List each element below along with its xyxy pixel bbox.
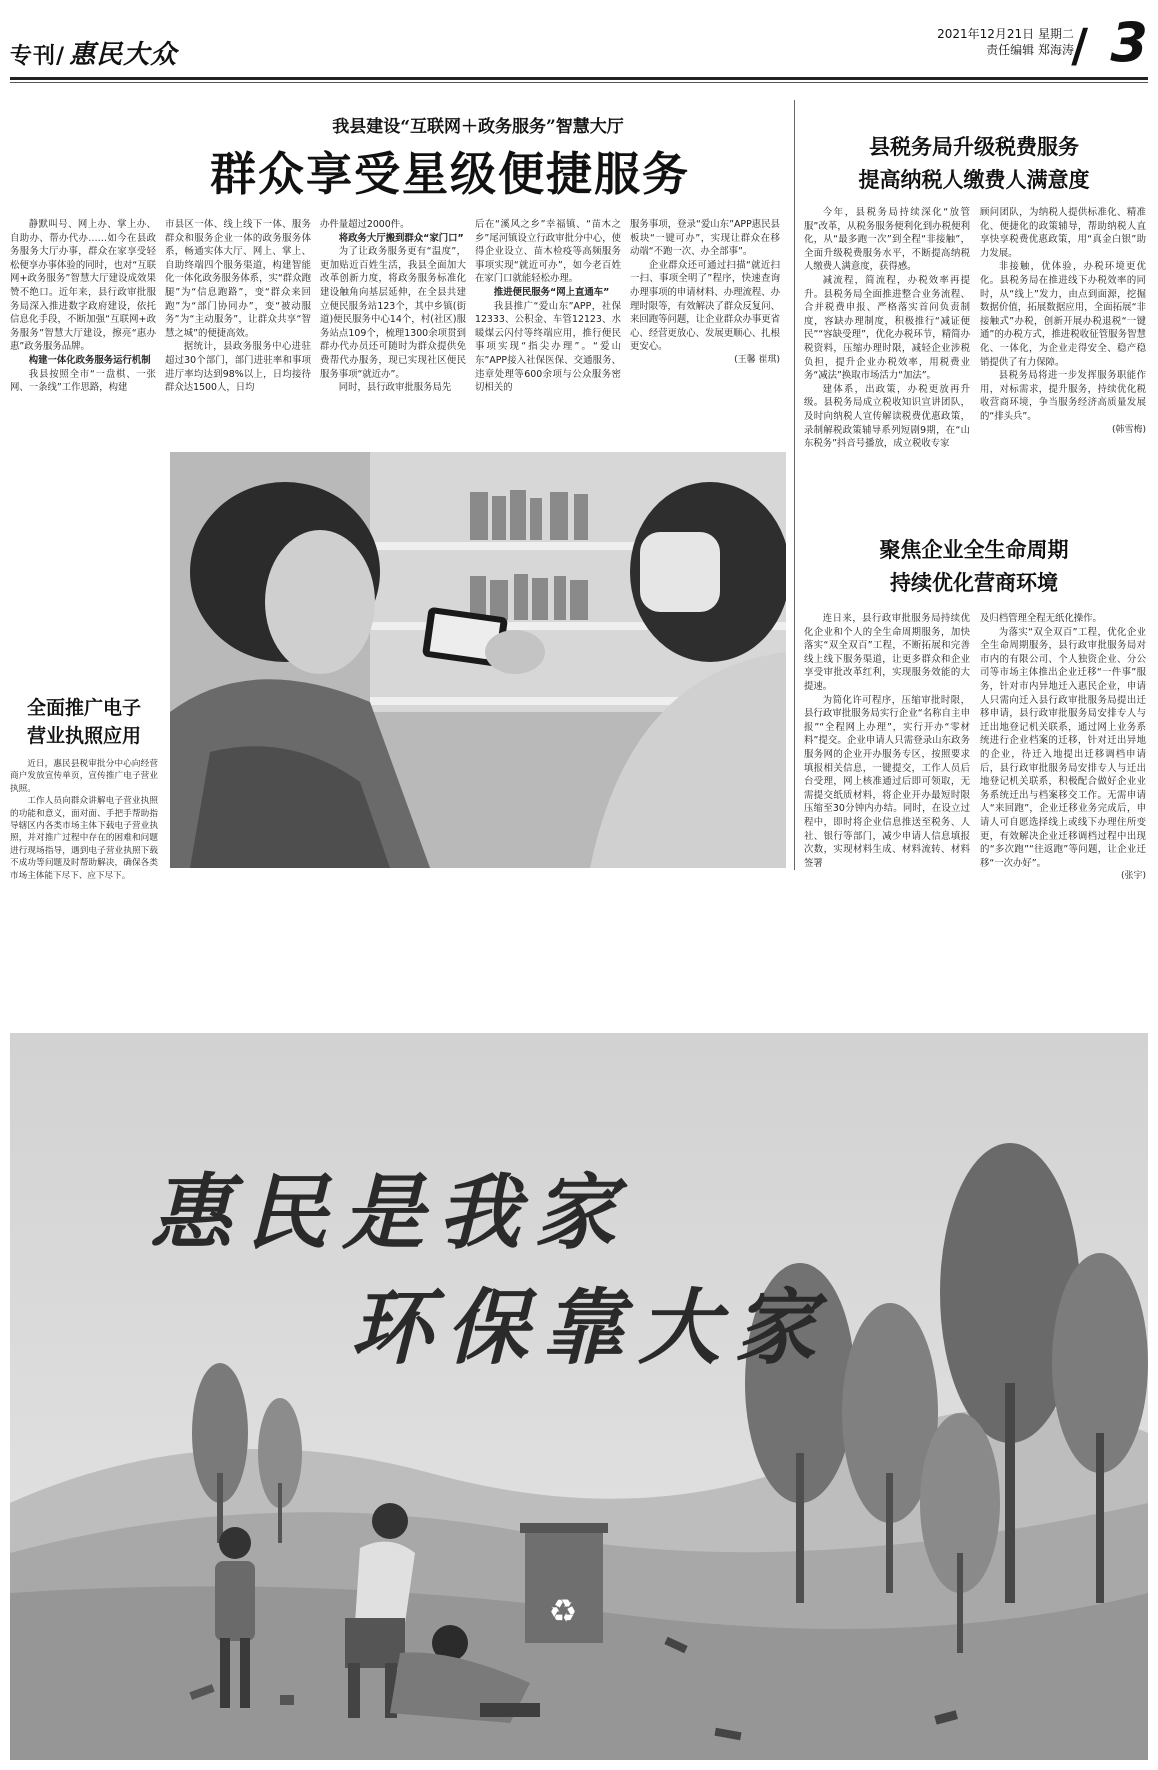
page-number: 3 bbox=[1110, 11, 1148, 74]
tax-col-2: 顾问团队，为纳税人提供标准化、精准化、便捷化的政策辅导，帮助纳税人直享快享税费优惠政策，用“真金白银”助力发展。 非接触，优体验，办税环境更优化。县税务局在推进线下办税效率的同时，从“线上”发力，由点到面源，挖掘数据价值，拓展数据应用，全面拓展“非接触式”办税，创新开展办税退税“一键通”的办税方式，推进税收征管服务智慧化、一体化，为企业走得安全、稳产稳销提供了有力保障。 县税务局将进一步发挥服务职能作用，对标需求，提升服务，持续优化税收营商环境，争当服务经济高质量发展的“排头兵”。 (韩雪梅) bbox=[980, 206, 1146, 506]
section-masthead: 专刊/ 惠民大众 bbox=[10, 40, 178, 70]
tax-headline: 县税务局升级税费服务 提高纳税人缴费人满意度 bbox=[858, 134, 1090, 192]
masthead-meta bbox=[937, 26, 1074, 58]
main-col-2: 市县区一体、线上线下一体、服务群众和服务企业一体的政务服务体系，畅通实体大厅、网上、掌上、自助终端四个服务渠道，构建智能化一体化政务服务体系，实“群众跑腿”为“信息跑路”，变“群众来回跑”为“部门协同办”，变“被动服务”为“主动服务”，让群众共享“智慧之城”的便捷高效。 据统计，县政务服务中心进驻超过30个部门，部门进驻率和事项进厅率均达到98%以上，日均接待群众达1500人，日均 bbox=[165, 219, 311, 394]
section-label: 专刊 bbox=[10, 43, 57, 69]
poster-illustration bbox=[10, 1033, 1148, 1760]
issue-date: 2021年12月21日 星期二 bbox=[937, 27, 1074, 41]
poster-slogan-line-2: 环保靠大家 bbox=[350, 1280, 830, 1376]
masthead-slash: / bbox=[1071, 18, 1088, 72]
main-col-1: 静默叫号、网上办、掌上办、自助办、帮办代办……如今在县政务服务大厅办事，群众在家享受轻松便享办事体验的同时，也对“互联网+政务服务”智慧大厅建设成效果赞不绝口。近年来，县行政审批服务局深入推进数字政府建设，依托信息化手段，不断加强“互联网+政务服务”智慧大厅建设，擦亮“惠办惠”政务服务品牌。 构建一体化政务服务运行机制 我县按照全市“一盘棋、一张网、一条线”工作思路，构建 bbox=[10, 219, 156, 394]
enterprise-headline: 聚焦企业全生命周期 持续优化营商环境 bbox=[879, 537, 1069, 595]
editor-credit: 责任编辑 郑海涛 bbox=[986, 43, 1074, 57]
masthead-rule bbox=[10, 77, 1148, 80]
recycle-icon: ♻ bbox=[548, 1592, 578, 1630]
enterprise-byline: (张宇) bbox=[1120, 871, 1146, 882]
enterprise-col-2: 及归档管理全程无纸化操作。 为落实“双全双百”工程，优化企业全生命周期服务，县行政审批服务局对市内的有限公司、个人独资企业、分公司等市场主体推出企业迁移“一件事”服务，针对市内异地迁入惠民企业，申请人只需向迁入县行政审批服务局提出迁移申请，县行政审批服务局安排专人与迁出地登记机关联系，通过网上业务系统进行企业档案的迁移，针对迁出异地的企业，待迁入地提出迁移调档申请后，县行政审批服务局安排专人与迁出地登记机关联系，积极配合做好企业业务系统迁出与档案移交工作。无需申请人“来回跑”，企业迁移业务完成后，申请人可自愿选择线上或线下办理住所变更，有效解决企业迁移调档过程中出现的“多次跑”“往返跑”等问题，让企业迁移“一次办好”。 (张宇) bbox=[980, 612, 1146, 1012]
news-photo bbox=[170, 452, 786, 868]
license-body: 近日，惠民县税审批分中心向经营商户发放宣传单页，宣传推广电子营业执照。 工作人员向群众讲解电子营业执照的功能和意义，面对面、手把手帮助指导辖区内各类市场主体下载电子营业执照，并对推广过程中存在的困难和问题进行现场指导，遇到电子营业执照下载不成功等问题及时帮助解决，确保各类市场主体能下尽下、应下尽下。 bbox=[10, 759, 158, 881]
poster-slogan-line-1: 惠民是我家 bbox=[150, 1165, 630, 1261]
license-headline: 全面推广电子 营业执照应用 bbox=[26, 697, 141, 747]
tax-col-1: 今年，县税务局持续深化“放管服”改革，从税务服务便利化到办税便利化，从“最多跑一次”到全程“非接触”，全面升级税费服务水平，不断提高纳税人缴费人满意度，获得感。 减流程，简流程，办税效率再提升。县税务局全面推进整合业务流程、合并税费申报、严格落实首问负责制度，容缺办理制度，积极推行“减证便民”“容缺受理”，优化办税环节，精简办税资料，压缩办理时限，减轻企业涉税负担，提升企业办税效率，用税费业务“减法”换取市场活力“加法”。 建体系，出政策，办税更放再升级。县税务局成立税收知识宣讲团队，及时向纳税人宣传解读税费优惠政策，录制解税政策辅导系列短剧9期，在“山东税务”抖音号播放，成立税收专家 bbox=[804, 207, 970, 450]
main-col-3: 办件量超过2000件。 将政务大厅搬到群众“家门口” 为了让政务服务更有“温度”，更加贴近百姓生活，我县全面加大改革创新力度，将政务服务标准化建设触角向基层延伸，在全县共建立便民服务站123个，其中乡镇(街道)便民服务中心14个，村(社区)服务站点109个，梳理1300余项贯到群办代办员还可随时为群众提供免费帮代办服务，现已实现社区便民服务事项“就近办”。 同时，县行政审批服务局先 bbox=[320, 219, 466, 394]
brand-name: 惠民大众 bbox=[69, 40, 178, 70]
tax-byline: (韩雪梅) bbox=[1111, 424, 1146, 435]
photo-two-women-phone-icon bbox=[170, 452, 786, 868]
environment-poster bbox=[10, 1033, 1148, 1760]
enterprise-col-1: 连日来，县行政审批服务局持续优化企业和个人的全生命周期服务，加快落实“双全双百”工程，不断拓展和完善线上线下服务渠道，让更多群众和企业享受审批改革红利，实现服务效能的大提速。 为简化许可程序，压缩审批时限，县行政审批服务局实行企业“名称自主申报”“全程网上办理”，实行开办“零材料”提交。企业申请人只需登录山东政务服务网的企业开办服务专区，按照要求填报相关信息，一键提交，工作人员后台受理，网上核准通过后即可领取，无需提交纸质材料，将企业开办最短时限压缩至30分钟内办结。同时，在设立过程中，即时将企业信息推送至税务、人社、银行等部门，减少申请人信息填报次数，实现材料生成、材料流转、材料签署 bbox=[804, 613, 970, 869]
main-col-5: 服务事项，登录“爱山东”APP惠民县板块“一键可办”，实现让群众在移动端“不跑一次、办全部事”。 企业群众还可通过扫描“就近扫一扫、事项全明了”程序，快速查询办理事项的申请材料、办理流程、办理时限等，有效解决了群众反复问、来回跑等问题，让企业群众办事更省心、经营更放心、发展更顺心、扎根更安心。 (王馨 崔琪) bbox=[630, 218, 780, 438]
column-divider bbox=[794, 100, 795, 870]
main-byline: (王馨 崔琪) bbox=[734, 354, 780, 365]
main-headline: 群众享受星级便捷服务 bbox=[210, 147, 690, 201]
main-col-4: 后在“溪风之乡”幸福镇、“苗木之乡”尾河镇设立行政审批分中心，使得企业设立、苗木检疫等高频服务事项实现“就近可办”，如今老百姓在家门口就能轻松办理。 推进便民服务“网上直通车” 我县推广“爱山东”APP，社保12333、公积金、车管12123、水暖煤云闪付等终端应用，推行便民事项实现“指尖办理”。“爱山东”APP接入社保医保、交通服务、违章处理等600余项与公众服务密切相关的 bbox=[475, 219, 621, 394]
main-subhead: 我县建设“互联网＋政务服务”智慧大厅 bbox=[332, 117, 624, 137]
masthead-rule-thin bbox=[10, 82, 1148, 83]
